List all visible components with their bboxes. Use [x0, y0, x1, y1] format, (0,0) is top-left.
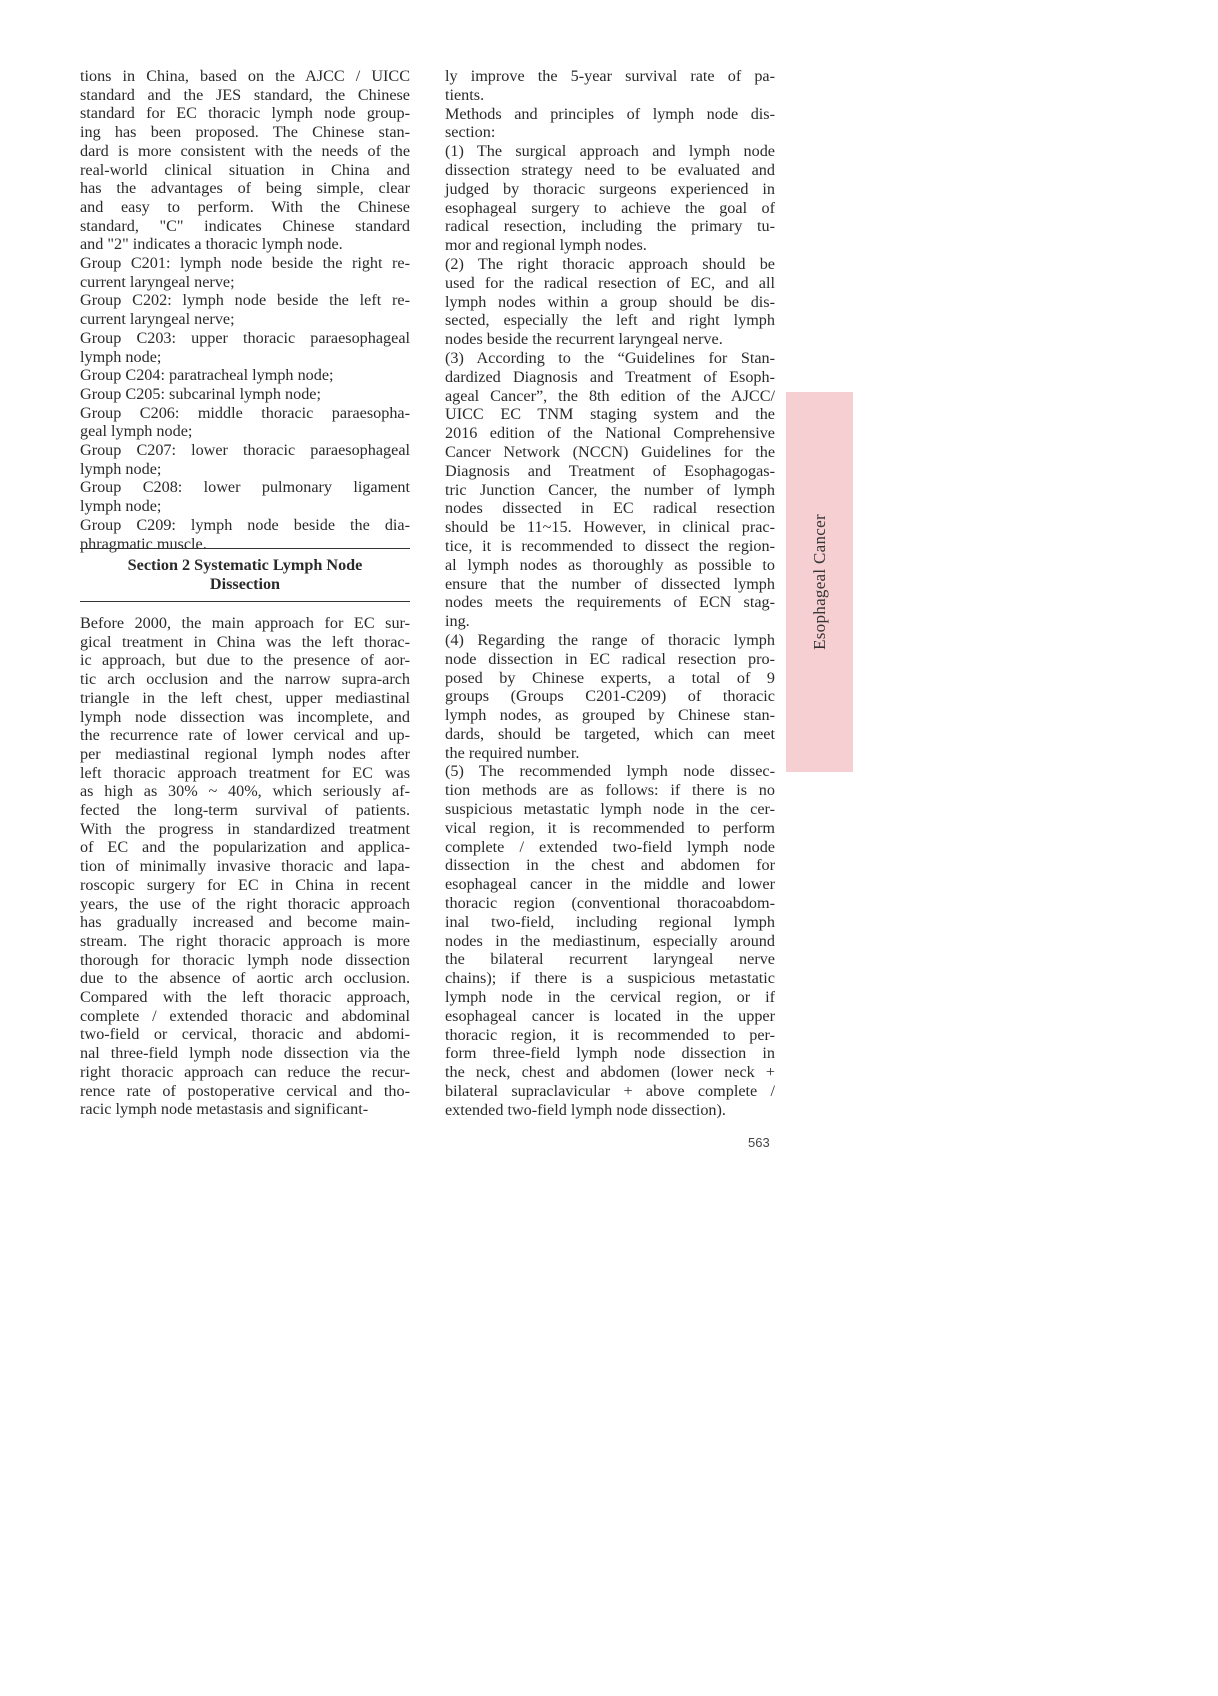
paragraph: [80, 385, 410, 404]
text-line: esophageal cancer is located in the upper: [445, 1006, 775, 1025]
text-line: gical treatment in China was the left thorac-: [80, 632, 410, 651]
text-line: judged by thoracic surgeons experienced in: [445, 179, 775, 198]
text-line: bilateral supraclavicular + above complete /: [445, 1082, 775, 1101]
text-line: tions in China, based on the AJCC / UICC: [80, 67, 410, 85]
section-heading: [80, 548, 410, 602]
text-line: ensure that the number of dissected lymph: [445, 574, 775, 593]
text-line: chains); if there is a suspicious metastatic: [445, 969, 775, 988]
text-line: nodes dissected in EC radical resection: [445, 499, 775, 518]
text-line: Group C201: lymph node beside the right re-: [80, 254, 410, 273]
chapter-side-tab-label: Esophageal Cancer: [809, 514, 829, 650]
text-line: (4) Regarding the range of thoracic lymph: [445, 630, 775, 649]
text-line: Methods and principles of lymph node dis-: [445, 104, 775, 123]
paragraph: [445, 349, 775, 631]
text-line: Diagnosis and Treatment of Esophagogas-: [445, 461, 775, 480]
text-line: nodes beside the recurrent laryngeal nerve.: [445, 330, 723, 349]
text-line: suspicious metastatic lymph node in the cer-: [445, 800, 775, 819]
paragraph: [445, 105, 775, 143]
paragraph: [80, 329, 410, 366]
text-line: sected, especially the left and right lymph: [445, 311, 775, 330]
text-line: tion methods are as follows: if there is no: [445, 781, 775, 800]
text-line: stream. The right thoracic approach is more: [80, 931, 410, 950]
text-line: nodes in the mediastinum, especially around: [445, 931, 775, 950]
text-line: lymph node;: [80, 347, 162, 366]
text-line: tic arch occlusion and the narrow supra-arch: [80, 670, 410, 689]
text-line: Cancer Network (NCCN) Guidelines for the: [445, 442, 775, 461]
text-line: phragmatic muscle.: [80, 534, 207, 553]
text-line: has gradually increased and become main-: [80, 913, 410, 932]
page-number: 563: [748, 1135, 770, 1150]
section-heading-line1: Section 2 Systematic Lymph Node: [127, 556, 363, 574]
text-line: as high as 30% ~ 40%, which seriously af-: [80, 782, 410, 801]
text-line: real-world clinical situation in China and: [80, 160, 410, 179]
paragraph: [445, 762, 775, 1119]
text-line: Group C205: subcarinal lymph node;: [80, 384, 321, 403]
text-line: the bilateral recurrent laryngeal nerve: [445, 950, 775, 969]
text-line: ing has been proposed. The Chinese stan-: [80, 123, 410, 142]
text-line: extended two-field lymph node dissection).: [445, 1100, 726, 1119]
text-line: lymph node;: [80, 497, 162, 516]
paragraph: [80, 478, 410, 515]
paragraph: [80, 614, 410, 1119]
text-line: per mediastinal regional lymph nodes after: [80, 744, 410, 763]
text-line: lymph node;: [80, 459, 162, 478]
text-line: the required number.: [445, 743, 580, 762]
text-line: Compared with the left thoracic approach,: [80, 988, 410, 1007]
text-line: racic lymph node metastasis and significant-: [80, 1100, 369, 1119]
text-line: dissection strategy need to be evaluated and: [445, 160, 775, 179]
text-line: ageal Cancer”, the 8th edition of the AJCC/: [445, 386, 775, 405]
text-line: two-field or cervical, thoracic and abdomi-: [80, 1025, 410, 1044]
text-line: Group C207: lower thoracic paraesophageal: [80, 441, 410, 460]
text-line: and easy to perform. With the Chinese: [80, 197, 410, 216]
text-line: Group C208: lower pulmonary ligament: [80, 478, 410, 497]
left-column-text: [80, 67, 410, 553]
text-line: inal two-field, including regional lymph: [445, 912, 775, 931]
text-line: fected the long-term survival of patients.: [80, 801, 410, 820]
text-line: ly improve the 5-year survival rate of pa-: [445, 67, 775, 85]
text-line: esophageal surgery to achieve the goal of: [445, 198, 775, 217]
text-line: Group C206: middle thoracic paraesopha-: [80, 403, 410, 422]
text-line: mor and regional lymph nodes.: [445, 236, 647, 255]
paragraph: [445, 631, 775, 763]
text-line: has the advantages of being simple, clear: [80, 179, 410, 198]
text-line: nal three-field lymph node dissection via the: [80, 1044, 410, 1063]
text-line: tric Junction Cancer, the number of lymph: [445, 480, 775, 499]
text-line: standard and the JES standard, the Chinese: [80, 85, 410, 104]
text-line: standard for EC thoracic lymph node group-: [80, 104, 410, 123]
text-line: Group C204: paratracheal lymph node;: [80, 366, 334, 385]
text-line: due to the absence of aortic arch occlusion.: [80, 969, 410, 988]
paragraph: [80, 441, 410, 478]
text-line: rence rate of postoperative cervical and tho-: [80, 1081, 410, 1100]
text-line: roscopic surgery for EC in China in recent: [80, 875, 410, 894]
text-line: (1) The surgical approach and lymph node: [445, 142, 775, 161]
paragraph: [80, 254, 410, 291]
text-line: complete / extended thoracic and abdominal: [80, 1006, 410, 1025]
text-line: tients.: [445, 85, 485, 104]
text-line: ic approach, but due to the presence of aor-: [80, 651, 410, 670]
text-line: groups (Groups C201-C209) of thoracic: [445, 687, 775, 706]
paragraph: [80, 67, 410, 254]
text-line: node dissection in EC radical resection pro-: [445, 649, 775, 668]
text-line: lymph nodes, as grouped by Chinese stan-: [445, 706, 775, 725]
text-line: and "2" indicates a thoracic lymph node.: [80, 235, 343, 254]
text-line: of EC and the popularization and applica-: [80, 838, 410, 857]
text-line: (5) The recommended lymph node dissec-: [445, 762, 775, 781]
text-line: nodes meets the requirements of ECN stag-: [445, 593, 775, 612]
paragraph: [445, 255, 775, 349]
text-line: esophageal cancer in the middle and lower: [445, 875, 775, 894]
text-line: dards, should be targeted, which can meet: [445, 724, 775, 743]
text-line: ing.: [445, 612, 470, 631]
paragraph: [445, 142, 775, 255]
text-line: posed by Chinese experts, a total of 9: [445, 668, 775, 687]
text-line: thoracic region (conventional thoracoabdom-: [445, 894, 775, 913]
text-line: Group C209: lymph node beside the dia-: [80, 515, 410, 534]
text-line: years, the use of the right thoracic approach: [80, 894, 410, 913]
paragraph: [445, 67, 775, 105]
text-line: lymph node dissection was incomplete, and: [80, 707, 410, 726]
text-line: tion of minimally invasive thoracic and lapa-: [80, 857, 410, 876]
text-line: used for the radical resection of EC, and all: [445, 273, 775, 292]
text-line: complete / extended two-field lymph node: [445, 837, 775, 856]
text-line: dard is more consistent with the needs of the: [80, 141, 410, 160]
paragraph: [80, 366, 410, 385]
text-line: geal lymph node;: [80, 422, 193, 441]
text-line: triangle in the left chest, upper mediastinal: [80, 688, 410, 707]
text-line: Group C202: lymph node beside the left re-: [80, 291, 410, 310]
text-line: With the progress in standardized treatment: [80, 819, 410, 838]
text-line: should be 11~15. However, in clinical prac-: [445, 518, 775, 537]
text-line: form three-field lymph node dissection in: [445, 1044, 775, 1063]
text-line: lymph nodes within a group should be dis-: [445, 292, 775, 311]
text-line: vical region, it is recommended to perform: [445, 818, 775, 837]
right-column-text: [445, 67, 775, 1120]
text-line: Group C203: upper thoracic paraesophageal: [80, 328, 410, 347]
left-column-body-text: [80, 614, 410, 1119]
text-line: (2) The right thoracic approach should be: [445, 254, 775, 273]
text-line: left thoracic approach treatment for EC was: [80, 763, 410, 782]
chapter-side-tab: [786, 392, 853, 772]
text-line: current laryngeal nerve;: [80, 310, 235, 329]
text-line: the neck, chest and abdomen (lower neck +: [445, 1063, 775, 1082]
text-line: 2016 edition of the National Comprehensive: [445, 424, 775, 443]
text-line: lymph node in the cervical region, or if: [445, 988, 775, 1007]
text-line: dissection in the chest and abdomen for: [445, 856, 775, 875]
text-line: al lymph nodes as thoroughly as possible to: [445, 555, 775, 574]
text-line: thoracic region, it is recommended to per-: [445, 1025, 775, 1044]
text-line: radical resection, including the primary tu-: [445, 217, 775, 236]
text-line: Before 2000, the main approach for EC sur-: [80, 614, 410, 632]
text-line: tice, it is recommended to dissect the region-: [445, 536, 775, 555]
text-line: thorough for thoracic lymph node dissection: [80, 950, 410, 969]
text-line: the recurrence rate of lower cervical and up-: [80, 726, 410, 745]
text-line: UICC EC TNM staging system and the: [445, 405, 775, 424]
text-line: dardized Diagnosis and Treatment of Esoph-: [445, 367, 775, 386]
text-line: section:: [445, 123, 496, 142]
paragraph: [80, 291, 410, 328]
text-line: current laryngeal nerve;: [80, 272, 235, 291]
text-line: standard, "C" indicates Chinese standard: [80, 216, 410, 235]
section-heading-line2: Dissection: [209, 575, 281, 593]
text-line: (3) According to the “Guidelines for Stan-: [445, 348, 775, 367]
paragraph: [80, 404, 410, 441]
text-line: right thoracic approach can reduce the recur-: [80, 1062, 410, 1081]
